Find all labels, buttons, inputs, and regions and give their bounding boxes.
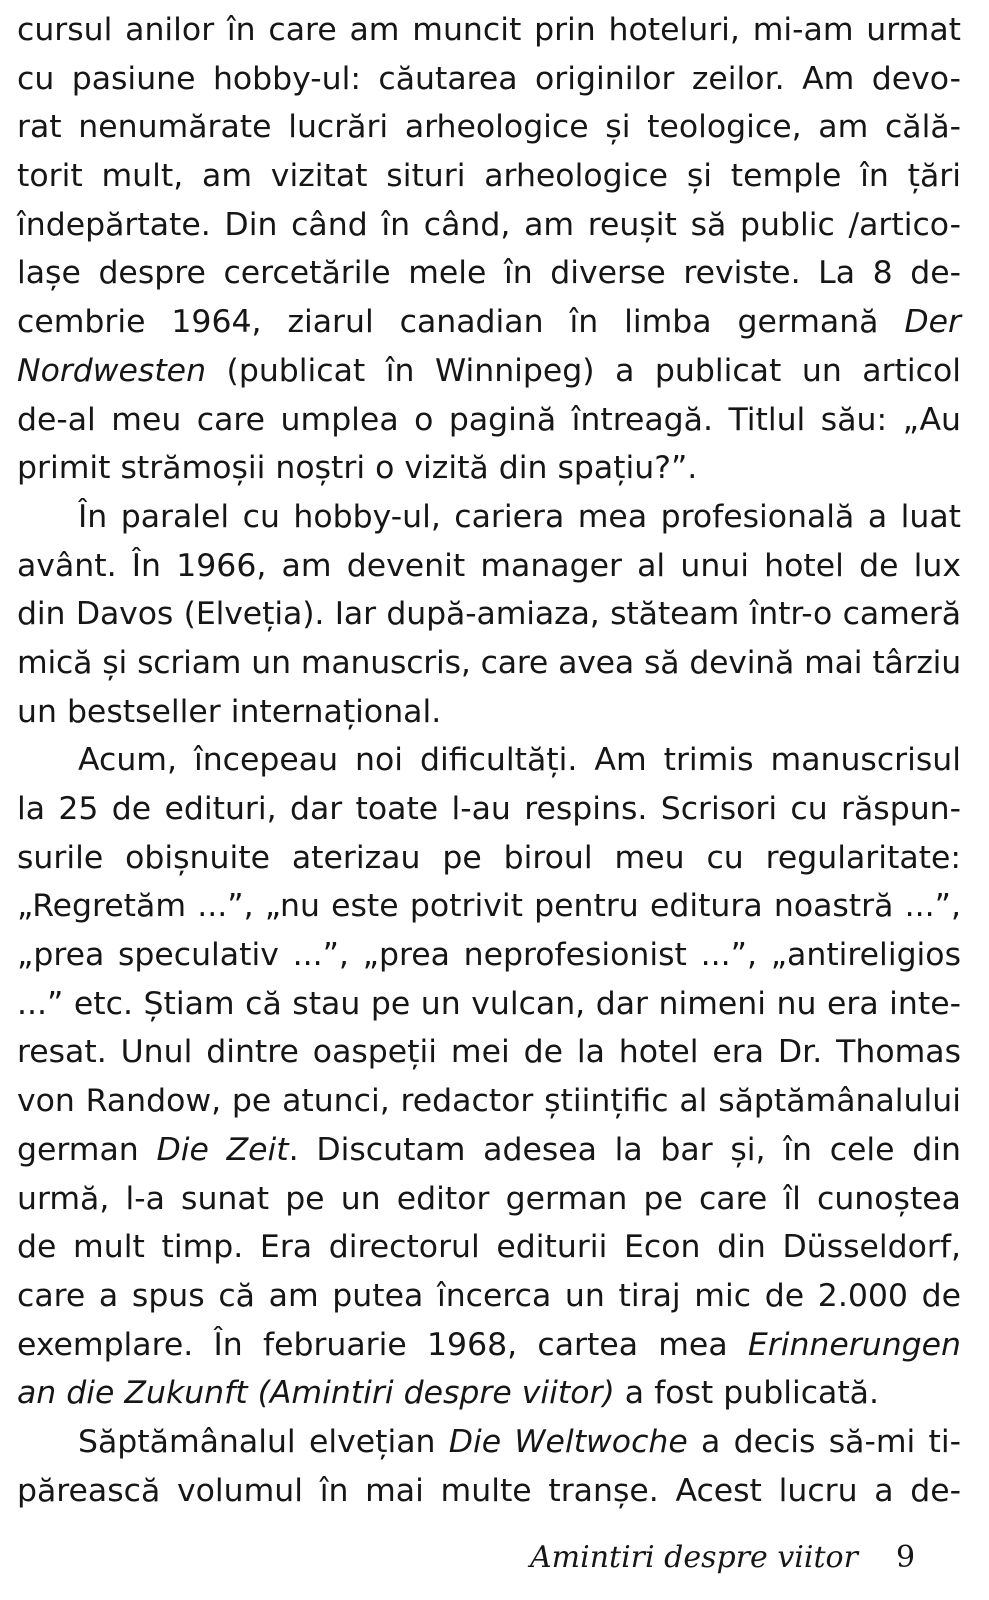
- line-text: Acum, începeau noi dificultăți. Am trimis manuscrisul: [78, 742, 961, 779]
- line-text: un bestseller internațional.: [17, 693, 442, 730]
- line-text: „prea speculativ ...”, „prea neprofesionist ...”, „antireligios: [17, 937, 961, 974]
- line-text: la 25 de edituri, dar toate l-au respins. Scrisori cu răspun-: [17, 791, 961, 827]
- italic-title-weltwoche: Die Weltwoche: [448, 1423, 688, 1460]
- page-footer: [0, 1540, 989, 1580]
- text-line: [17, 103, 961, 152]
- line-text: von Randow, pe atunci, redactor științific al săptămânalului: [17, 1083, 961, 1120]
- text-line: [17, 1126, 961, 1175]
- running-title: Amintiri despre viitor: [530, 1540, 858, 1575]
- line-text: german: [17, 1131, 157, 1168]
- line-text: care a spus că am putea încerca un tiraj mic de 2.000 de: [17, 1277, 961, 1314]
- italic-title-zukunft: an die Zukunft (Amintiri despre viitor): [17, 1375, 615, 1412]
- text-line: [17, 834, 961, 883]
- text-line: [17, 396, 961, 445]
- italic-title-erinnerungen: Erinnerungen: [747, 1326, 961, 1363]
- text-line: [17, 1467, 961, 1516]
- line-text: cu pasiune hobby-ul: căutarea originilor zeilor. Am devo-: [17, 60, 961, 97]
- line-text: din Davos (Elveția). Iar după-amiaza, stăteam într-o cameră: [17, 596, 961, 633]
- line-text: torit mult, am vizitat situri arheologice și temple în țări: [17, 158, 961, 195]
- text-line: [17, 1369, 961, 1418]
- text-line: [17, 1272, 961, 1321]
- text-line: [17, 6, 961, 55]
- text-line: [17, 688, 961, 737]
- text-line: [17, 1175, 961, 1224]
- line-text: îndepărtate. Din când în când, am reușit să public /artico-: [17, 206, 961, 243]
- line-text: Săptămânalul elvețian: [78, 1423, 449, 1460]
- line-text: de-al meu care umplea o pagină întreagă. Titlul său: „Au: [17, 401, 961, 438]
- line-text: exemplare. În februarie 1968, cartea mea: [17, 1326, 748, 1363]
- line-text: a decis să-mi ti-: [687, 1423, 962, 1460]
- line-text: (publicat în Winnipeg) a publicat un articol: [206, 352, 961, 389]
- italic-title-die-zeit: Die Zeit: [156, 1131, 289, 1168]
- body-text: [17, 6, 961, 1515]
- line-text: rat nenumărate lucrări arheologice și teologice, am călă-: [17, 109, 961, 146]
- line-text: . Discutam adesea la bar și, în cele din: [288, 1131, 961, 1168]
- text-line: [17, 1418, 961, 1467]
- line-text: urmă, l-a sunat pe un editor german pe care îl cunoștea: [17, 1180, 961, 1217]
- text-line: [17, 1077, 961, 1126]
- text-line: [17, 736, 961, 785]
- text-line: [17, 785, 961, 834]
- line-text: părească volumul în mai multe tranșe. Acest lucru a de-: [17, 1472, 961, 1509]
- italic-title-der: Der: [904, 304, 961, 341]
- text-line: [17, 882, 961, 931]
- text-line: [17, 493, 961, 542]
- text-line: [17, 590, 961, 639]
- text-line: [17, 980, 961, 1029]
- line-text: cursul anilor în care am muncit prin hoteluri, mi-am urmat: [17, 12, 961, 48]
- line-text: resat. Unul dintre oaspeții mei de la hotel era Dr. Thomas: [17, 1034, 961, 1071]
- text-line: [17, 639, 961, 688]
- line-text: avânt. În 1966, am devenit manager al unui hotel de lux: [17, 547, 961, 584]
- text-line: [17, 347, 961, 396]
- text-line: [17, 1028, 961, 1077]
- line-text: ...” etc. Știam că stau pe un vulcan, dar nimeni nu era inte-: [17, 985, 961, 1022]
- text-line: [17, 249, 961, 298]
- text-line: [17, 931, 961, 980]
- line-text: În paralel cu hobby-ul, cariera mea profesională a luat: [78, 498, 961, 535]
- line-text: surile obișnuite aterizau pe biroul meu cu regularitate:: [17, 839, 961, 876]
- text-line: [17, 542, 961, 591]
- line-text: lașe despre cercetările mele în diverse reviste. La 8 de-: [17, 255, 961, 292]
- text-line: [17, 152, 961, 201]
- text-line: [17, 55, 961, 104]
- line-text: cembrie 1964, ziarul canadian în limba germană: [17, 304, 905, 341]
- page-number: 9: [896, 1540, 916, 1575]
- text-line: [17, 1321, 961, 1370]
- text-line: [17, 298, 961, 347]
- line-text: mică și scriam un manuscris, care avea să devină mai târziu: [17, 644, 961, 681]
- line-text: de mult timp. Era directorul editurii Econ din Düsseldorf,: [17, 1229, 961, 1266]
- line-text: primit strămoșii noștri o vizită din spațiu?”.: [17, 450, 698, 487]
- italic-title-nordwesten: Nordwesten: [17, 352, 207, 389]
- line-text: „Regretăm ...”, „nu este potrivit pentru editura noastră ...”,: [17, 888, 961, 925]
- line-text: a fost publicată.: [614, 1375, 879, 1412]
- text-line: [17, 201, 961, 250]
- text-line: [17, 1223, 961, 1272]
- text-line: [17, 444, 961, 493]
